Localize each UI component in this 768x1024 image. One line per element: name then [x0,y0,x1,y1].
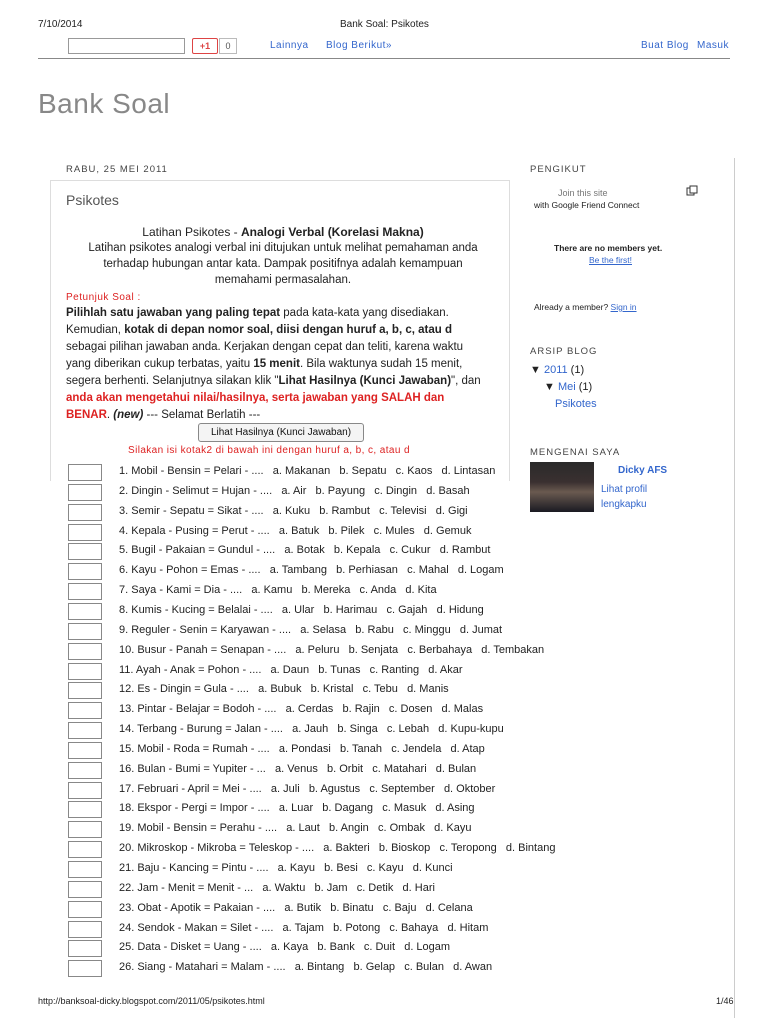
footer-url: http://banksoal-dicky.blogspot.com/2011/05/psikotes.html [38,996,265,1006]
next-blog-link[interactable]: Blog Berikut» [326,40,392,51]
question-text: 17. Februari - April = Mei - .... a. Juli b. Agustus c. September d. Oktober [119,783,496,795]
print-date: 7/10/2014 [38,19,83,30]
archive-month-row[interactable] [544,381,592,393]
archive-year-count: (1) [570,364,585,376]
answer-input[interactable] [68,563,102,580]
fill-note: Silakan isi kotak2 di bawah ini dengan huruf a, b, c, atau d [128,445,410,456]
instruction-line-6: anda akan mengetahui nilai/hasilnya, serta jawaban yang SALAH dan [66,392,445,404]
no-members-text: There are no members yet. [554,243,663,253]
question-text: 4. Kepala - Pusing = Perut - .... a. Batuk b. Pilek c. Mules d. Gemuk [119,525,472,537]
answer-input[interactable] [68,921,102,938]
question-text: 5. Bugil - Pakaian = Gundul - .... a. Botak b. Kepala c. Cukur d. Rambut [119,544,491,556]
join-site-link[interactable]: Join this site [558,188,608,198]
archive-year[interactable]: 2011 [543,364,568,376]
intro-line-1: Latihan psikotes analogi verbal ini ditujukan untuk melihat pemahaman anda [88,242,478,254]
question-text: 20. Mikroskop - Mikroba = Teleskop - .... a. Bakteri b. Bioskop c. Teropong d. Bintang [119,842,556,854]
answer-input[interactable] [68,782,102,799]
answer-input[interactable] [68,960,102,977]
instr-1-rest: pada kata-kata yang disediakan. [280,307,449,319]
more-link[interactable]: Lainnya [270,40,309,51]
answer-input[interactable] [68,901,102,918]
gplus-icon: +1 [199,41,211,51]
question-text: 21. Baju - Kancing = Pintu - .... a. Kayu b. Besi c. Kayu d. Kunci [119,862,453,874]
footer-page: 1/46 [716,996,734,1006]
instr-4-rest: . Bila waktunya sudah 15 menit, [299,358,463,370]
answer-input[interactable] [68,484,102,501]
answer-key-button[interactable]: Lihat Hasilnya (Kunci Jawaban) [198,423,364,442]
instr-2-bold: kotak di depan nomor soal, diisi dengan huruf a, b, c, atau d [124,324,452,336]
answer-input[interactable] [68,821,102,838]
print-title: Bank Soal: Psikotes [340,19,429,30]
instr-1-bold: Pilihlah satu jawaban yang paling tepat [66,307,281,319]
answer-input[interactable] [68,623,102,640]
question-text: 6. Kayu - Pohon = Emas - .... a. Tambang b. Perhiasan c. Mahal d. Logam [119,564,504,576]
instruction-line-1 [66,305,506,322]
archive-year-row[interactable] [530,364,584,376]
answer-input[interactable] [68,543,102,560]
answer-input[interactable] [68,762,102,779]
triangle-down-icon[interactable]: ▼ [530,364,541,376]
question-text: 23. Obat - Apotik = Pakaian - .... a. Butik b. Binatu c. Baju d. Celana [119,902,473,914]
archive-post-link[interactable]: Psikotes [555,398,597,410]
gplus-button[interactable] [192,38,218,54]
answer-input[interactable] [68,643,102,660]
instruction-line-5 [66,373,506,390]
answer-input[interactable] [68,504,102,521]
answer-input[interactable] [68,524,102,541]
post-title[interactable]: Psikotes [66,192,119,208]
external-link-icon[interactable] [686,184,698,196]
be-first-link[interactable]: Be the first! [589,255,632,265]
answer-input[interactable] [68,801,102,818]
archive-month[interactable]: Mei [557,381,576,393]
instruction-line-7 [66,407,506,424]
answer-input[interactable] [68,583,102,600]
instruction-line-4 [66,356,506,373]
answer-input[interactable] [68,881,102,898]
avatar[interactable] [530,462,594,512]
petunjuk-label: Petunjuk Soal : [66,292,141,303]
instr-4-pre: yang diberikan cukup terbatas, yaitu [66,358,254,370]
navbar-search-input[interactable] [68,38,185,54]
question-text: 15. Mobil - Roda = Rumah - .... a. Pondasi b. Tanah c. Jendela d. Atap [119,743,485,755]
create-blog-link[interactable]: Buat Blog [641,40,689,51]
intro-line-3: memahami permasalahan. [214,274,352,286]
instr-5-pre: segera berhenti. Selanjutnya silakan klik " [66,375,279,387]
answer-input[interactable] [68,861,102,878]
blog-title[interactable]: Bank Soal [38,88,171,119]
question-text: 8. Kumis - Kucing = Belalai - .... a. Ular b. Harimau c. Gajah d. Hidung [119,604,484,616]
about-title: MENGENAI SAYA [530,447,621,458]
instruction-line-2 [66,322,506,339]
profile-link-line-2[interactable]: lengkapku [601,499,647,510]
post-subtitle [66,224,500,240]
sidebar-border [734,158,735,1018]
post-date: RABU, 25 MEI 2011 [66,164,168,175]
gplus-count: 0 [219,38,237,54]
answer-input[interactable] [68,940,102,957]
triangle-down-icon[interactable]: ▼ [544,381,555,393]
question-text: 10. Busur - Panah = Senapan - .... a. Peluru b. Senjata c. Berbahaya d. Tembakan [119,644,545,656]
question-text: 11. Ayah - Anak = Pohon - .... a. Daun b. Tunas c. Ranting d. Akar [119,664,463,676]
instr-2-pre: Kemudian, [66,324,125,336]
answer-input[interactable] [68,603,102,620]
instr-7-red: BENAR [66,409,107,421]
question-text: 12. Es - Dingin = Gula - .... a. Bubuk b. Kristal c. Tebu d. Manis [119,683,449,695]
subtitle-prefix: Latihan Psikotes - [142,225,241,239]
question-text: 7. Saya - Kami = Dia - .... a. Kamu b. Mereka c. Anda d. Kita [119,584,437,596]
question-text: 2. Dingin - Selimut = Hujan - .... a. Air b. Payung c. Dingin d. Basah [119,485,470,497]
sign-in-link[interactable]: Masuk [697,40,729,51]
question-text: 24. Sendok - Makan = Silet - .... a. Tajam b. Potong c. Bahaya d. Hitam [119,922,489,934]
gfc-text: with Google Friend Connect [534,200,640,210]
archive-month-count: (1) [578,381,593,393]
question-text: 25. Data - Disket = Uang - .... a. Kaya b. Bank c. Duit d. Logam [119,941,451,953]
archive-title: ARSIP BLOG [530,346,598,357]
instr-7-dot: . [106,409,114,421]
intro-line-2: terhadap hubungan antar kata. Dampak positifnya adalah kemampuan [103,258,463,270]
instruction-line-3: sebagai pilihan jawaban anda. Kerjakan dengan cepat dan teliti, karena waktu [66,341,464,353]
question-text: 18. Ekspor - Pergi = Impor - .... a. Luar b. Dagang c. Masuk d. Asing [119,802,475,814]
instr-5-rest: ", dan [451,375,481,387]
already-member-text: Already a member? [534,302,609,312]
profile-link-line-1[interactable]: Lihat profil [601,484,648,495]
followers-title: PENGIKUT [530,164,587,175]
answer-input[interactable] [68,663,102,680]
answer-input[interactable] [68,682,102,699]
already-member [534,302,637,312]
question-text: 14. Terbang - Burung = Jalan - .... a. Jauh b. Singa c. Lebah d. Kupu-kupu [119,723,504,735]
question-text: 9. Reguler - Senin = Karyawan - .... a. Selasa b. Rabu c. Minggu d. Jumat [119,624,503,636]
answer-input[interactable] [68,722,102,739]
question-text: 1. Mobil - Bensin = Pelari - .... a. Makanan b. Sepatu c. Kaos d. Lintasan [119,465,496,477]
instr-7-new: (new) [113,409,144,421]
instr-5-bold: Lihat Hasilnya (Kunci Jawaban) [278,375,452,387]
instr-4-bold: 15 menit [253,358,300,370]
profile-name[interactable]: Dicky AFS [618,465,668,476]
answer-input[interactable] [68,841,102,858]
question-text: 13. Pintar - Belajar = Bodoh - .... a. Cerdas b. Rajin c. Dosen d. Malas [119,703,484,715]
instr-7-rest: --- Selamat Berlatih --- [143,409,261,421]
answer-input[interactable] [68,742,102,759]
navbar-divider [38,58,730,59]
answer-input[interactable] [68,702,102,719]
question-text: 19. Mobil - Bensin = Perahu - .... a. Laut b. Angin c. Ombak d. Kayu [119,822,472,834]
question-text: 22. Jam - Menit = Menit - ... a. Waktu b. Jam c. Detik d. Hari [119,882,435,894]
sidebar-sign-in-link[interactable]: Sign in [610,302,637,312]
question-text: 3. Semir - Sepatu = Sikat - .... a. Kuku b. Rambut c. Televisi d. Gigi [119,505,468,517]
subtitle-bold: Analogi Verbal (Korelasi Makna) [241,225,424,239]
question-text: 16. Bulan - Bumi = Yupiter - ... a. Venus b. Orbit c. Matahari d. Bulan [119,763,477,775]
question-text: 26. Siang - Matahari = Malam - .... a. Bintang b. Gelap c. Bulan d. Awan [119,961,493,973]
answer-input[interactable] [68,464,102,481]
